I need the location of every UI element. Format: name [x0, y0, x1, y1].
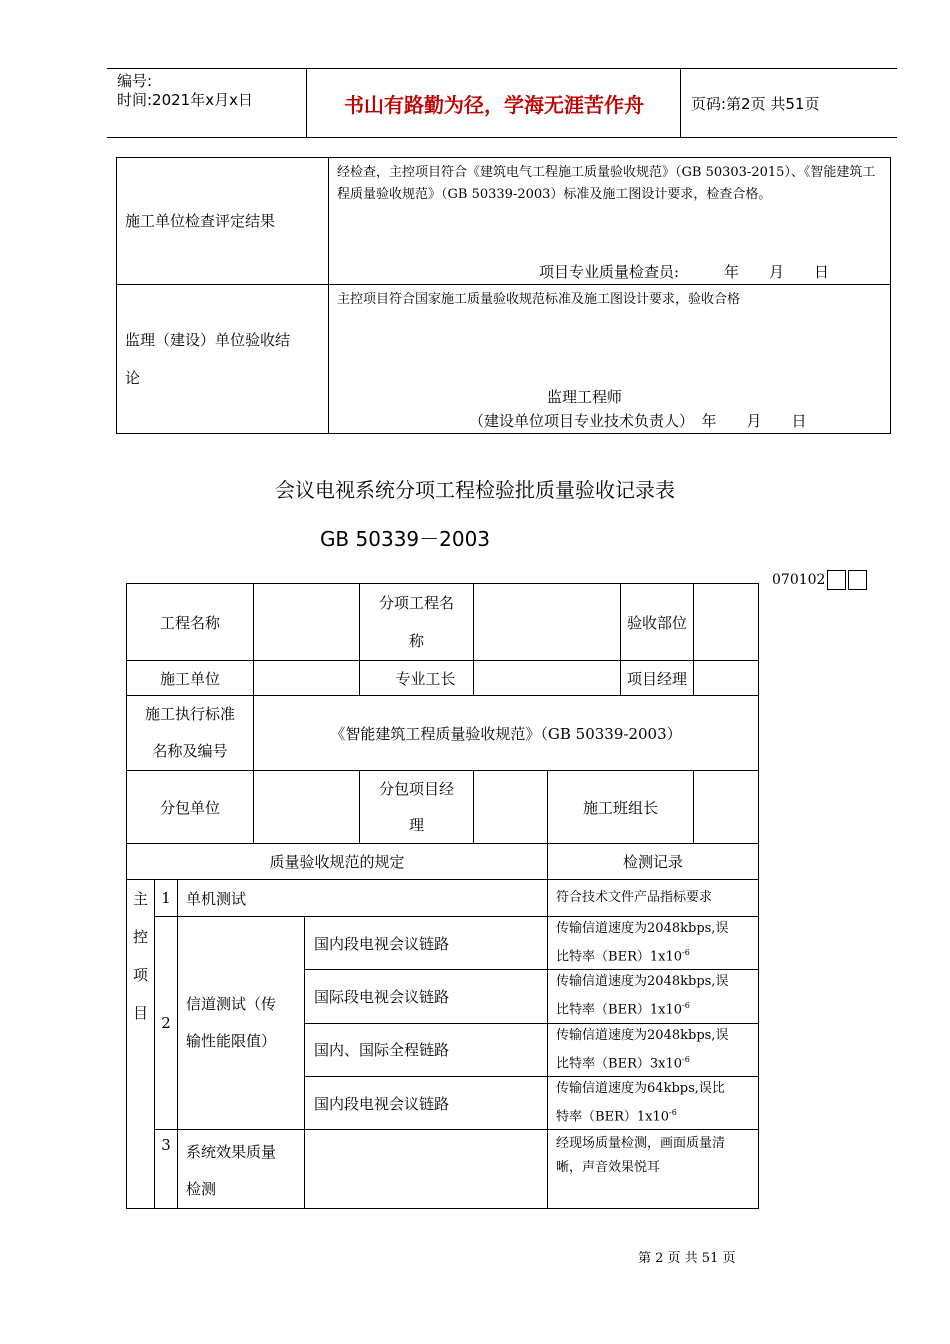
construction-unit-value[interactable]: [254, 661, 360, 696]
form-title: 会议电视系统分项工程检验批质量验收记录表: [275, 478, 675, 502]
supervision-label: [117, 285, 329, 434]
link-4-name: 国内段电视会议链路: [305, 1076, 548, 1129]
link-1-name: 国内段电视会议链路: [305, 917, 548, 970]
main-item-char-1: 主: [132, 890, 148, 908]
team-leader-value[interactable]: [694, 771, 759, 844]
item2-name: [178, 917, 305, 1130]
link-2-name: 国际段电视会议链路: [305, 970, 548, 1023]
main-item-char-3: 项: [132, 966, 148, 984]
sub-manager-label-2: 理: [409, 816, 425, 834]
form-code-number: 070102: [772, 572, 826, 588]
construction-unit-label: 施工单位: [127, 661, 254, 696]
time-label: 时间:2021年x月x日: [117, 91, 253, 109]
header-page-info: 页码:第2页 共51页: [691, 94, 820, 113]
link-2-record-2: [556, 994, 758, 1022]
main-item-char-4: 目: [132, 1004, 148, 1022]
construction-text: 经检查，主控项目符合《建筑电气工程施工质量验收规范》（GB 50303-2015）、《智能建筑工程质量验收规范》（GB 50339-2003）标准及施工图设计要求，检查合格。: [337, 165, 876, 202]
supervision-label-line2: 论: [125, 369, 141, 387]
item2-number: 2: [155, 917, 178, 1130]
sub-project-label-1: 分项工程名: [379, 594, 455, 612]
spec-header: 质量验收规范的规定: [127, 844, 548, 880]
page-footer: 第 2 页 共 51 页: [638, 1251, 736, 1266]
foreman-value[interactable]: [474, 661, 621, 696]
link-4-record-1: 传输信道速度为64kbps,误比: [556, 1080, 725, 1096]
item3-record: [548, 1130, 759, 1209]
evaluation-table: [116, 157, 891, 434]
link-1-record-1: 传输信道速度为2048kbps,误: [556, 921, 729, 936]
sub-unit-value[interactable]: [254, 771, 360, 844]
inspection-form: [126, 583, 759, 1209]
form-standard: GB 50339－2003: [319, 527, 491, 551]
link-4-ber: 特率（BER）1x10: [556, 1109, 670, 1125]
item1-record: 符合技术文件产品指标要求: [548, 880, 759, 917]
sub-manager-label: [360, 771, 474, 844]
project-manager-label: 项目经理: [621, 661, 694, 696]
standard-label-2: 名称及编号: [152, 742, 228, 760]
link-2-record: [548, 970, 759, 1023]
construction-label: 施工单位检查评定结果: [117, 158, 329, 285]
item2-name-2: 输性能限值）: [186, 1032, 277, 1051]
code-box-1[interactable]: [827, 570, 846, 590]
link-2-ber: 比特率（BER）1x10: [556, 1002, 683, 1018]
link-4-record-2: [556, 1101, 758, 1129]
link-2-exp: -6: [682, 1001, 690, 1011]
header-motto: 书山有路勤为径，学海无涯苦作舟: [308, 69, 681, 137]
number-label: 编号:: [117, 72, 153, 90]
link-1-record-2: [556, 941, 758, 969]
construction-result: [329, 158, 891, 285]
sub-project-label: [360, 584, 474, 661]
acceptance-part-value[interactable]: [694, 584, 759, 661]
team-leader-label: 施工班组长: [548, 771, 694, 844]
supervision-text: 主控项目符合国家施工质量验收规范标准及施工图设计要求，验收合格: [337, 292, 741, 307]
record-header: 检测记录: [548, 844, 759, 880]
item3-record-1: 经现场质量检测，画面质量清: [556, 1136, 726, 1152]
supervision-sign-1: 监理工程师: [547, 388, 623, 406]
item3-name: [178, 1130, 305, 1209]
link-1-record: [548, 917, 759, 970]
link-3-name: 国内、国际全程链路: [305, 1023, 548, 1076]
link-2-record-1: 传输信道速度为2048kbps,误: [556, 974, 729, 990]
code-box-2[interactable]: [848, 570, 867, 590]
link-3-record: [548, 1023, 759, 1076]
form-code: [772, 570, 867, 590]
project-name-label: 工程名称: [127, 584, 254, 661]
link-4-record: [548, 1076, 759, 1129]
main-items-label: [127, 880, 155, 1209]
standard-label: [127, 696, 254, 771]
item1-name: 单机测试: [178, 880, 548, 917]
acceptance-part-label: 验收部位: [621, 584, 694, 661]
item3-record-2: 晰，声音效果悦耳: [556, 1160, 661, 1176]
project-name-value[interactable]: [254, 584, 360, 661]
sub-project-value[interactable]: [474, 584, 621, 661]
link-3-record-1: 传输信道速度为2048kbps,误: [556, 1027, 729, 1043]
link-3-ber: 比特率（BER）3x10: [556, 1055, 683, 1071]
sub-project-label-2: 称: [409, 632, 425, 650]
main-item-char-2: 控: [132, 928, 148, 946]
item1-number: 1: [155, 880, 178, 917]
foreman-label: 专业工长: [360, 661, 474, 696]
link-4-exp: -6: [669, 1107, 677, 1117]
construction-sign: 项目专业质量检查员: 年 月 日: [539, 263, 830, 281]
link-1-exp: -6: [682, 948, 690, 957]
standard-label-1: 施工执行标准: [145, 705, 236, 723]
standard-value: 《智能建筑工程质量验收规范》（GB 50339-2003）: [254, 696, 759, 771]
supervision-result: [329, 285, 891, 434]
supervision-sign-2: （建设单位项目专业技术负责人） 年 月 日: [469, 412, 807, 430]
link-3-exp: -6: [682, 1054, 690, 1064]
project-manager-value[interactable]: [694, 661, 759, 696]
sub-manager-value[interactable]: [474, 771, 548, 844]
supervision-label-line1: 监理（建设）单位验收结: [125, 331, 291, 349]
sub-manager-label-1: 分包项目经: [379, 780, 455, 798]
item3-number: 3: [155, 1130, 178, 1209]
header-meta: [107, 69, 307, 137]
item3-spec[interactable]: [305, 1130, 548, 1209]
item2-name-1: 信道测试（传: [186, 995, 277, 1014]
item3-name-2: 检测: [186, 1180, 217, 1199]
link-3-record-2: [556, 1048, 758, 1076]
sub-unit-label: 分包单位: [127, 771, 254, 844]
link-1-ber: 比特率（BER）1x10: [556, 949, 683, 965]
item3-name-1: 系统效果质量: [186, 1143, 277, 1162]
page-header: [107, 68, 897, 138]
